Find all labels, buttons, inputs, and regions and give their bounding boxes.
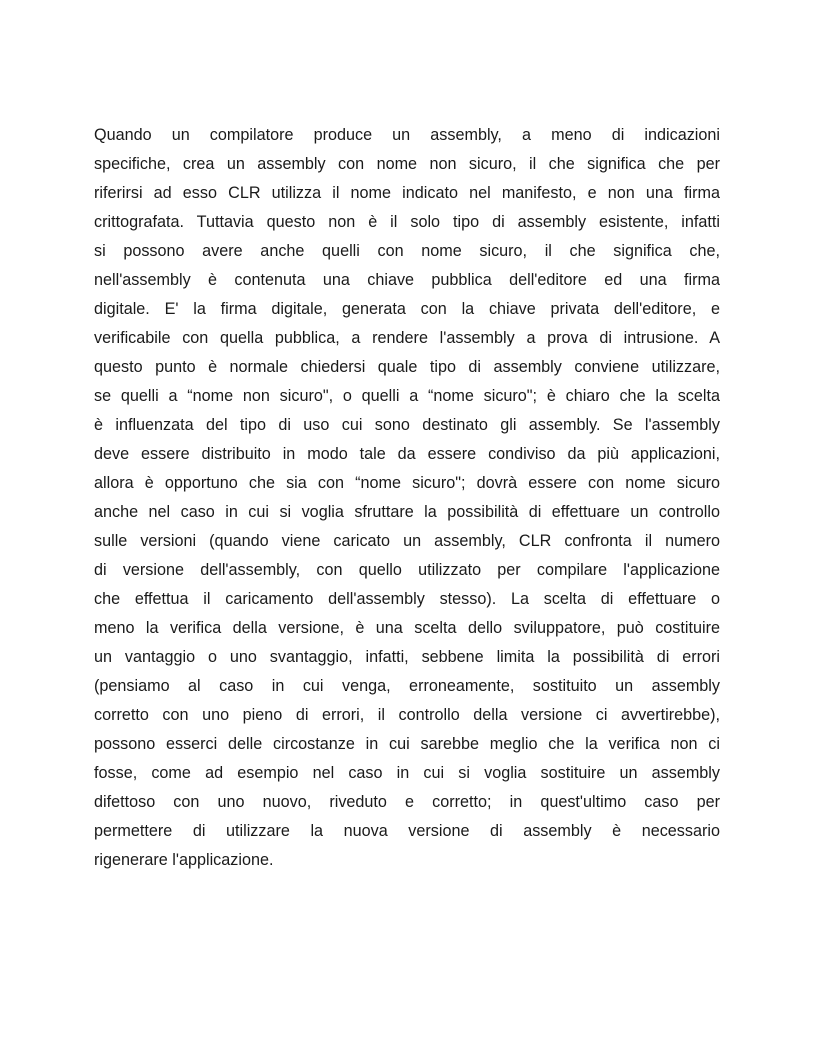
paragraph-line: specifiche, crea un assembly con nome non sicuro, il che significa che per (94, 155, 720, 173)
paragraph-line: possono esserci delle circostanze in cui sarebbe meglio che la verifica non ci (94, 735, 720, 753)
paragraph-line: che effettua il caricamento dell'assembly stesso). La scelta di effettuare o (94, 590, 720, 608)
paragraph-line: meno la verifica della versione, è una scelta dello sviluppatore, può costituire (94, 619, 720, 637)
paragraph-line: verificabile con quella pubblica, a rendere l'assembly a prova di intrusione. A (94, 329, 720, 347)
paragraph-line: di versione dell'assembly, con quello utilizzato per compilare l'applicazione (94, 561, 720, 579)
paragraph-line: crittografata. Tuttavia questo non è il solo tipo di assembly esistente, infatti (94, 213, 720, 231)
body-paragraph (94, 121, 720, 875)
paragraph-line: Quando un compilatore produce un assembly, a meno di indicazioni (94, 126, 720, 144)
paragraph-line: sulle versioni (quando viene caricato un assembly, CLR confronta il numero (94, 532, 720, 550)
paragraph-line: deve essere distribuito in modo tale da essere condiviso da più applicazioni, (94, 445, 720, 463)
paragraph-line: fosse, come ad esempio nel caso in cui si voglia sostituire un assembly (94, 764, 720, 782)
paragraph-line: corretto con uno pieno di errori, il controllo della versione ci avvertirebbe), (94, 706, 720, 724)
paragraph-line: digitale. E' la firma digitale, generata con la chiave privata dell'editore, e (94, 300, 720, 318)
paragraph-line: un vantaggio o uno svantaggio, infatti, sebbene limita la possibilità di errori (94, 648, 720, 666)
paragraph-line: nell'assembly è contenuta una chiave pubblica dell'editore ed una firma (94, 271, 720, 289)
paragraph-line: difettoso con uno nuovo, riveduto e corretto; in quest'ultimo caso per (94, 793, 720, 811)
paragraph-line: questo punto è normale chiedersi quale tipo di assembly conviene utilizzare, (94, 358, 720, 376)
paragraph-line: riferirsi ad esso CLR utilizza il nome indicato nel manifesto, e non una firma (94, 184, 720, 202)
paragraph-line: allora è opportuno che sia con “nome sicuro"; dovrà essere con nome sicuro (94, 474, 720, 492)
paragraph-line: è influenzata del tipo di uso cui sono destinato gli assembly. Se l'assembly (94, 416, 720, 434)
paragraph-line: anche nel caso in cui si voglia sfruttare la possibilità di effettuare un controllo (94, 503, 720, 521)
paragraph-line: permettere di utilizzare la nuova versione di assembly è necessario (94, 822, 720, 840)
paragraph-line: rigenerare l'applicazione. (94, 851, 274, 869)
paragraph-line: se quelli a “nome non sicuro", o quelli a “nome sicuro"; è chiaro che la scelta (94, 387, 720, 405)
paragraph-line: (pensiamo al caso in cui venga, erroneamente, sostituito un assembly (94, 677, 720, 695)
paragraph-line: si possono avere anche quelli con nome sicuro, il che significa che, (94, 242, 720, 260)
